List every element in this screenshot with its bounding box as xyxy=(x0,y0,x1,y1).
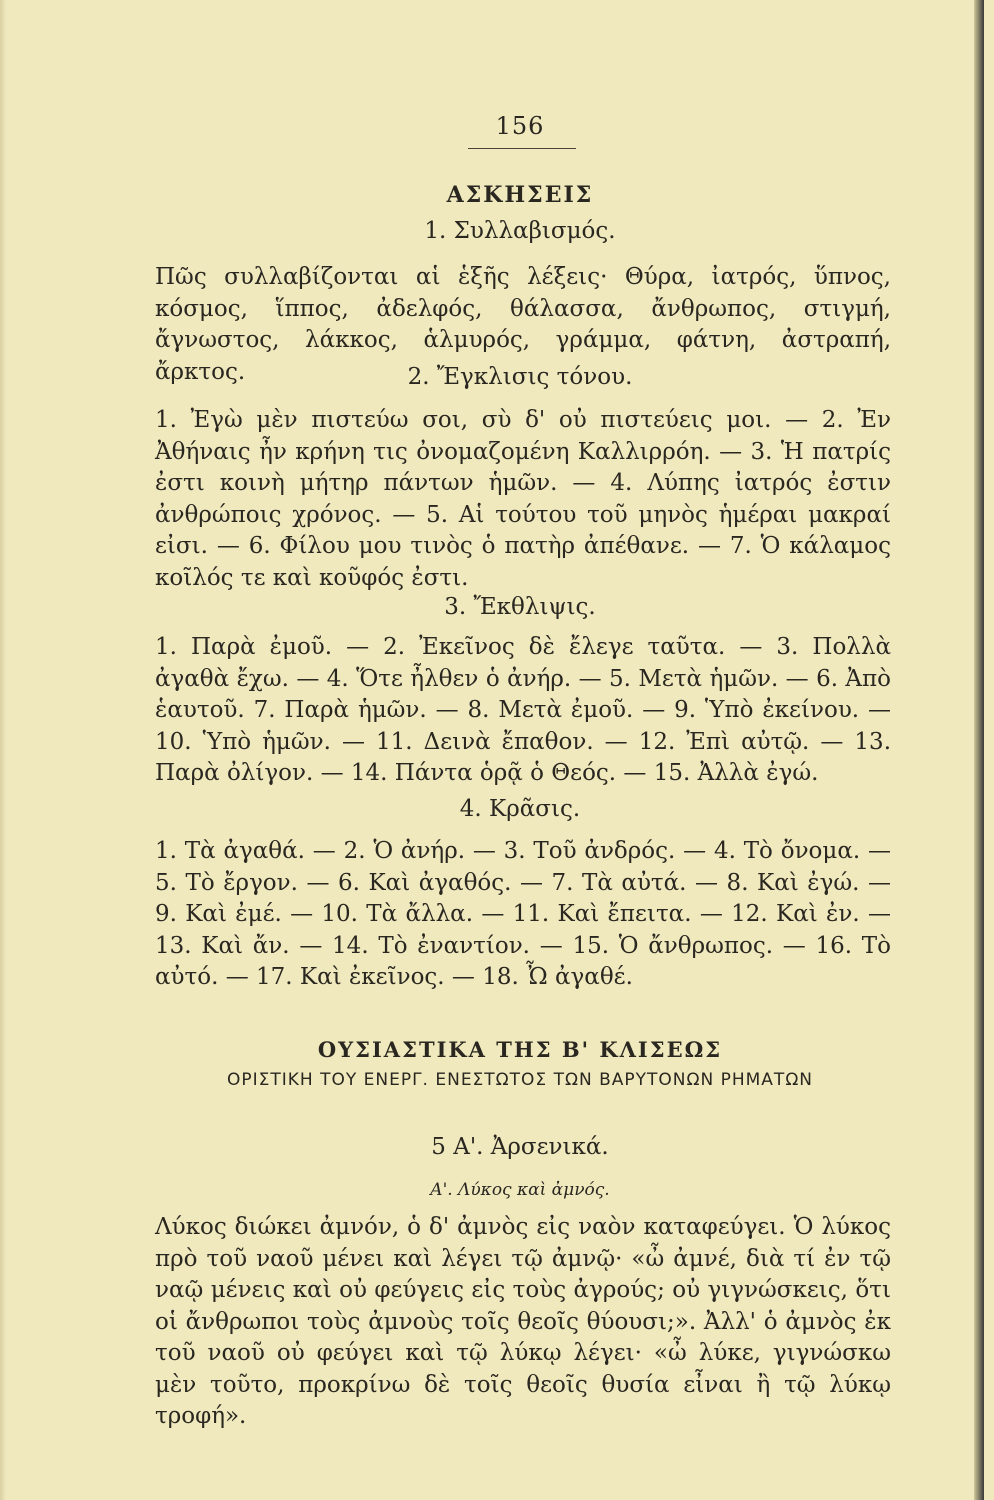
section3-text: 1. Παρὰ ἐμοῦ. — 2. Ἐκεῖνος δὲ ἔλεγε ταῦτα. — 3. Πολλὰ ἀγαθὰ ἔχω. — 4. Ὅτε ἦλθεν ὁ ἀνήρ. — 5. Μετὰ ἡμῶν. — 6. Ἀπὸ ἑαυτοῦ. 7. Παρὰ ἡμῶν. — 8. Μετὰ ἐμοῦ. — 9. Ὑπὸ ἐκείνου. — 10. Ὑπὸ ἡμῶν. — 11. Δεινὰ ἔπαθον. — 12. Ἐπὶ αὐτῷ. — 13. Παρὰ ὀλίγον. — 14. Πάντα ὁρᾷ ὁ Θεός. — 15. Ἀλλὰ ἐγώ. xyxy=(155,634,891,786)
section1-text: Πῶς συλλαβίζονται αἱ ἑξῆς λέξεις· Θύρα, ἰατρός, ὕπνος, κόσμος, ἵππος, ἀδελφός, θάλασσα, ἄνθρωπος, στιγμή, ἄγνωστος, λάκκος, ἁλμυρός, γράμμα, φάτνη, ἀστραπή, ἄρκτος. xyxy=(155,264,891,385)
section3-title: 3. Ἔκθλιψις. xyxy=(444,594,596,620)
section1-title: 1. Συλλαβισμός. xyxy=(424,218,616,244)
exercises-heading: ΑΣΚΗΣΕΙΣ xyxy=(446,182,594,208)
section5-title: 5 Α'. Ἀρσενικά. xyxy=(431,1134,609,1160)
section2-text: 1. Ἐγὼ μὲν πιστεύω σοι, σὺ δ' οὐ πιστεύεις μοι. — 2. Ἐν Ἀθήναις ἦν κρήνη τις ὀνομαζομένη Καλλιρρόη. — 3. Ἡ πατρίς ἐστι κοινὴ μήτηρ πάντων ἡμῶν. — 4. Λύπης ἰατρός ἐστιν ἀνθρώποις χρόνος. — 5. Αἱ τούτου τοῦ μηνὸς ἡμέραι μακραί εἰσι. — 6. Φίλου μου τινὸς ὁ πατὴρ ἀπέθανε. — 7. Ὁ κάλαμος κοῖλός τε καὶ κοῦφός ἐστι. xyxy=(155,407,891,591)
page-number: 156 xyxy=(495,112,545,140)
page-number-rule xyxy=(468,148,576,149)
section4-title: 4. Κρᾶσις. xyxy=(459,796,581,822)
nouns-heading: ΟΥΣΙΑΣΤΙΚΑ ΤΗΣ Β' ΚΛΙΣΕΩΣ xyxy=(317,1037,723,1062)
verbs-subheading: ΟΡΙΣΤΙΚΗ ΤΟΥ ΕΝΕΡΓ. ΕΝΕΣΤΩΤΟΣ ΤΩΝ ΒΑΡΥΤΟΝΩΝ ΡΗΜΑΤΩΝ xyxy=(226,1070,814,1090)
section4-text: 1. Τὰ ἀγαθά. — 2. Ὁ ἀνήρ. — 3. Τοῦ ἀνδρός. — 4. Τὸ ὄνομα. — 5. Τὸ ἔργον. — 6. Καὶ ἀγαθός. — 7. Τὰ αὐτά. — 8. Καὶ ἐγώ. — 9. Καὶ ἐμέ. — 10. Τὰ ἄλλα. — 11. Καὶ ἔπειτα. — 12. Καὶ ἐν. — 13. Καὶ ἄν. — 14. Τὸ ἐναντίον. — 15. Ὁ ἄνθρωπος. — 16. Τὸ αὐτό. — 17. Καὶ ἐκεῖνος. — 18. Ὦ ἀγαθέ. xyxy=(155,838,891,990)
story-title: Α'. Λύκος καὶ ἀμνός. xyxy=(430,1180,610,1200)
story-text: Λύκος διώκει ἀμνόν, ὁ δ' ἀμνὸς εἰς ναὸν καταφεύγει. Ὁ λύκος πρὸ τοῦ ναοῦ μένει καὶ λέγει τῷ ἀμνῷ· «ὦ ἀμνέ, διὰ τί ἐν τῷ ναῷ μένεις καὶ οὐ φεύγεις εἰς τοὺς ἀγρούς; οὐ γιγνώσκεις, ὅτι οἱ ἄνθρωποι τοὺς ἀμνοὺς τοῖς θεοῖς θύουσι;». Ἀλλ' ὁ ἀμνὸς ἐκ τοῦ ναοῦ οὐ φεύγει καὶ τῷ λύκῳ λέγει· «ὦ λύκε, γιγνώσκω μὲν τοῦτο, προκρίνω δὲ τοῖς θεοῖς θυσία εἶναι ἢ τῷ λύκῳ τροφή». xyxy=(155,1214,891,1429)
section2-title: 2. Ἔγκλισις τόνου. xyxy=(407,364,633,390)
